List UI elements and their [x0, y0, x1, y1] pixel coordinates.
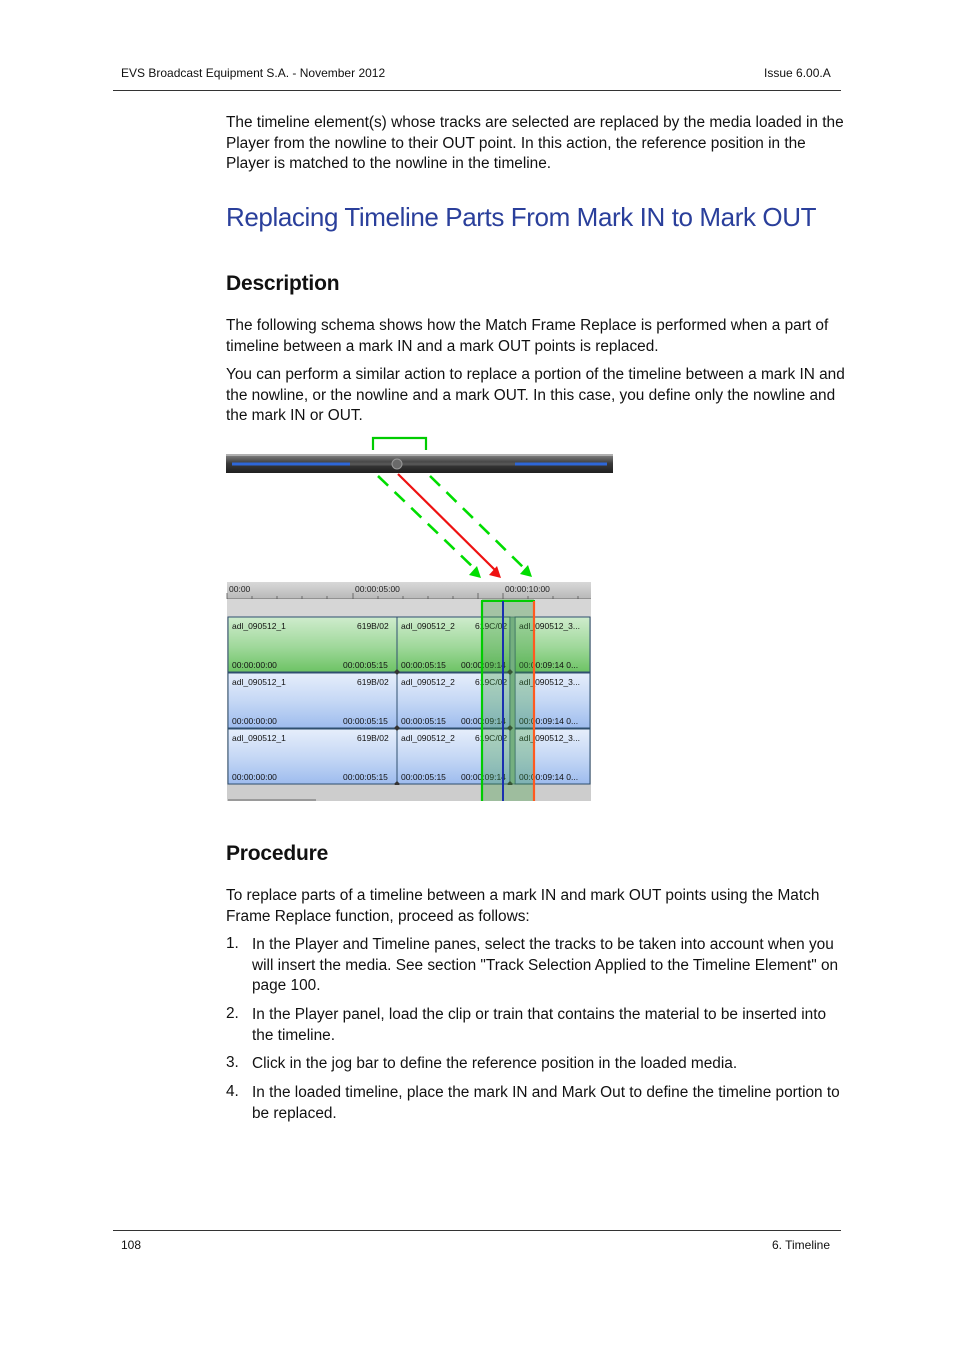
step-number: 3.: [226, 1054, 239, 1071]
timeline-track-3: [228, 729, 590, 784]
clip-tc-mid: 00:00:09:14: [461, 716, 506, 726]
step-text: In the Player and Timeline panes, select the tracks to be taken into account when you will insert the media. See section "Track Selection Applied to the Timeline Element" on page 100.: [252, 936, 839, 995]
clip-tc-out: 00:00:05:15: [343, 772, 388, 782]
ruler-label-1: 00:00:05:00: [355, 584, 400, 594]
header-right: Issue 6.00.A: [764, 66, 831, 80]
clip-tc-in: 00:00:09:14 0...: [519, 772, 579, 782]
nowline-arrowhead-icon: [489, 566, 501, 578]
footer-rule: [113, 1230, 841, 1231]
step-number: 1.: [226, 935, 239, 952]
clip-tc-in: 00:00:00:00: [232, 716, 277, 726]
clip-tc-in: 00:00:05:15: [401, 716, 446, 726]
clip-name: adl_090512_1: [232, 733, 286, 743]
timeline-track-2: [228, 673, 590, 728]
step-number: 2.: [226, 1005, 239, 1022]
clip-tc-out: 00:00:05:15: [343, 660, 388, 670]
timeline-scrollbar[interactable]: [228, 799, 316, 801]
clip-tc-in: 00:00:00:00: [232, 772, 277, 782]
clip-tc-in: 00:00:05:15: [401, 772, 446, 782]
clip-name: adl_090512_2: [401, 677, 455, 687]
clip-tc-mid: 00:00:09:14: [461, 772, 506, 782]
mark-in-arrow-line: [378, 476, 476, 570]
clip-name: adl_090512_2: [401, 733, 455, 743]
clip-tc-in: 00:00:09:14 0...: [519, 716, 579, 726]
step-text: Click in the jog bar to define the reference position in the loaded media.: [252, 1055, 738, 1072]
intro-paragraph: The timeline element(s) whose tracks are selected are replaced by the media loaded in the Player from the nowline to their OUT point. In this action, the reference position in the Player is matched to the nowline in the timeline.: [226, 114, 844, 173]
clip-name: adl_090512_1: [232, 677, 286, 687]
description-heading: Description: [226, 272, 340, 295]
step-text: In the loaded timeline, place the mark IN and Mark Out to define the timeline portion to be replaced.: [252, 1084, 840, 1122]
description-paragraph-1: The following schema shows how the Match Frame Replace is performed when a part of timeline between a mark IN and a mark OUT points is replaced.: [226, 317, 829, 355]
clip-tc-in: 00:00:00:00: [232, 660, 277, 670]
footer-section: 6. Timeline: [772, 1238, 831, 1252]
mark-in-out-region: [482, 599, 534, 801]
ruler-label-2: 00:00:10:00: [505, 584, 550, 594]
mark-out-arrow-line: [430, 476, 526, 570]
jog-position-icon: [392, 459, 402, 469]
clip-tc-in: 00:00:09:14 0...: [519, 660, 579, 670]
procedure-heading: Procedure: [226, 842, 329, 865]
clip-id: 619C/02: [475, 677, 508, 687]
clip-id: 619B/02: [357, 733, 389, 743]
timeline-panel: [227, 582, 591, 801]
step-text: In the Player panel, load the clip or train that contains the material to be inserted into the timeline.: [252, 1006, 827, 1044]
clip-id: 619B/02: [357, 677, 389, 687]
clip-id: 619C/02: [475, 621, 508, 631]
step-number: 4.: [226, 1083, 239, 1100]
mark-bracket: [373, 438, 426, 450]
clip-tc-mid: 00:00:09:14: [461, 660, 506, 670]
clip-name: adl_090512_1: [232, 621, 286, 631]
clip-tc-out: 00:00:05:15: [343, 716, 388, 726]
clip-tc-in: 00:00:05:15: [401, 660, 446, 670]
section-title: Replacing Timeline Parts From Mark IN to Mark OUT: [226, 202, 817, 232]
timeline-track-1: [228, 617, 590, 672]
page-number: 108: [121, 1238, 142, 1252]
ruler-label-0: 00:00: [229, 584, 251, 594]
nowline-arrow-line: [398, 474, 495, 570]
clip-name: adl_090512_3...: [519, 677, 580, 687]
mark-in-arrowhead-icon: [469, 566, 481, 578]
procedure-intro: To replace parts of a timeline between a mark IN and mark OUT points using the Match Frame Replace function, proceed as follows:: [226, 887, 820, 925]
header-left: EVS Broadcast Equipment S.A. - November 2012: [121, 66, 386, 80]
clip-name: adl_090512_3...: [519, 733, 580, 743]
mark-out-arrowhead-icon: [520, 565, 532, 577]
clip-name: adl_090512_2: [401, 621, 455, 631]
description-paragraph-2: You can perform a similar action to replace a portion of the timeline between a mark IN and the nowline, or the nowline and a mark OUT. In this case, you define only the nowline and the mark IN or OUT.: [226, 366, 845, 425]
clip-name: adl_090512_3...: [519, 621, 580, 631]
clip-id: 619B/02: [357, 621, 389, 631]
clip-id: 619C/02: [475, 733, 508, 743]
